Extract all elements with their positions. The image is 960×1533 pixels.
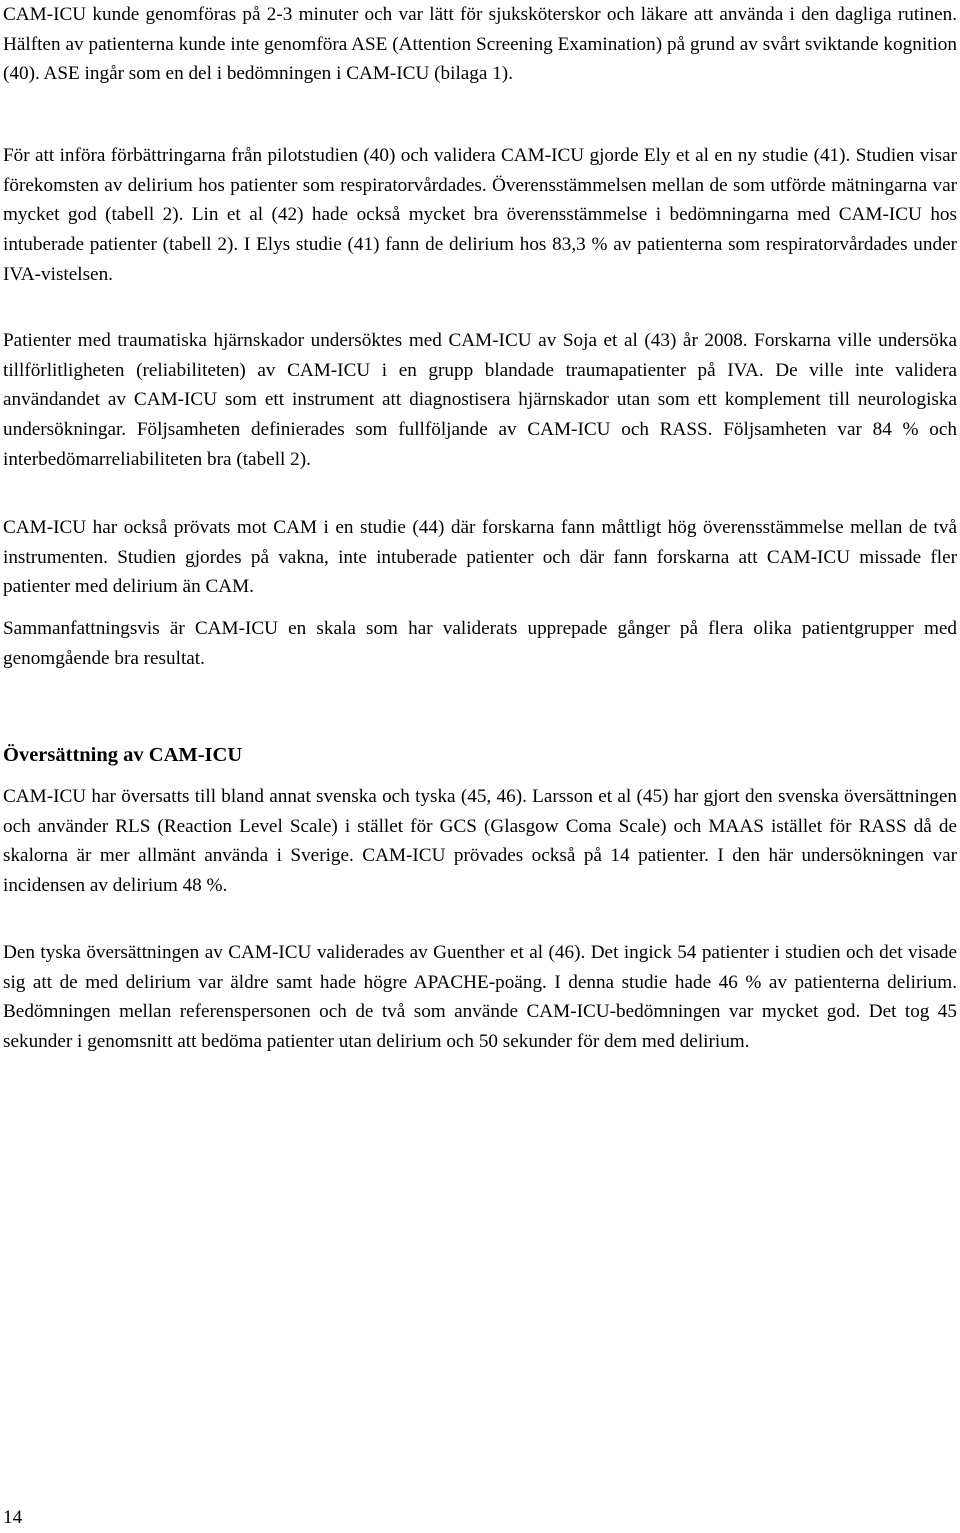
paragraph-ely-validation: För att införa förbättringarna från pilotstudien (40) och validera CAM-ICU gjorde Ely et al en ny studie (41). Studien visar förekomsten av delirium hos patienter som respiratorvårdades. Överensstämmelsen mellan de som utförde mätningarna var mycket god (tabell 2). Lin et al (42) hade också mycket bra överensstämmelse i bedömningarna med CAM-ICU hos intuberade patienter (tabell 2). I Elys studie (41) fann de delirium hos 83,3 % av patienterna som respiratorvårdades under IVA-vistelsen. [3,145,957,285]
paragraph-cam-comparison: CAM-ICU har också prövats mot CAM i en studie (44) där forskarna fann måttligt hög överensstämmelse mellan de två instrumenten. Studien gjordes på vakna, inte intuberade patienter och där fann forskarna att CAM-ICU missade fler patienter med delirium än CAM. [3,517,957,598]
paragraph-german-translation: Den tyska översättningen av CAM-ICU validerades av Guenther et al (46). Det ingick 54 patienter i studien och det visade sig att de med delirium var äldre samt hade högre APACHE-poäng. I denna studie hade 46 % av patienterna delirium. Bedömningen mellan referenspersonen och de två som använde CAM-ICU-bedömningen var mycket god. Det tog 45 sekunder i genomsnitt att bedöma patienter utan delirium och 50 sekunder för dem med delirium. [3,942,957,1053]
paragraph-cam-icu-usability: CAM-ICU kunde genomföras på 2-3 minuter och var lätt för sjuksköterskor och läkare att använda i den dagliga rutinen. Hälften av patienterna kunde inte genomföra ASE (Attention Screening Examination) på grund av svårt sviktande kognition (40). ASE ingår som en del i bedömningen i CAM-ICU (bilaga 1). [3,4,957,85]
paragraph-soja-trauma: Patienter med traumatiska hjärnskador undersöktes med CAM-ICU av Soja et al (43) år 2008. Forskarna ville undersöka tillförlitligheten (reliabiliteten) av CAM-ICU i en grupp blandade traumapatienter på IVA. De ville inte validera användandet av CAM-ICU som ett instrument att diagnostisera hjärnskador utan som ett komplement till neurologiska undersökningar. Följsamheten definierades som fullföljande av CAM-ICU och RASS. Följsamheten var 84 % och interbedömarreliabiliteten bra (tabell 2). [3,330,957,470]
page-number: 14 [3,1507,23,1528]
section-heading-translation: Översättning av CAM-ICU [3,744,243,766]
paragraph-summary: Sammanfattningsvis är CAM-ICU en skala som har validerats upprepade gånger på flera olika patientgrupper med genomgående bra resultat. [3,618,957,669]
paragraph-swedish-translation: CAM-ICU har översatts till bland annat svenska och tyska (45, 46). Larsson et al (45) har gjort den svenska översättningen och använder RLS (Reaction Level Scale) i stället för GCS (Glasgow Coma Scale) och MAAS istället för RASS då de skalorna är mer allmänt använda i Sverige. CAM-ICU prövades också på 14 patienter. I den här undersökningen var incidensen av delirium 48 %. [3,786,957,897]
